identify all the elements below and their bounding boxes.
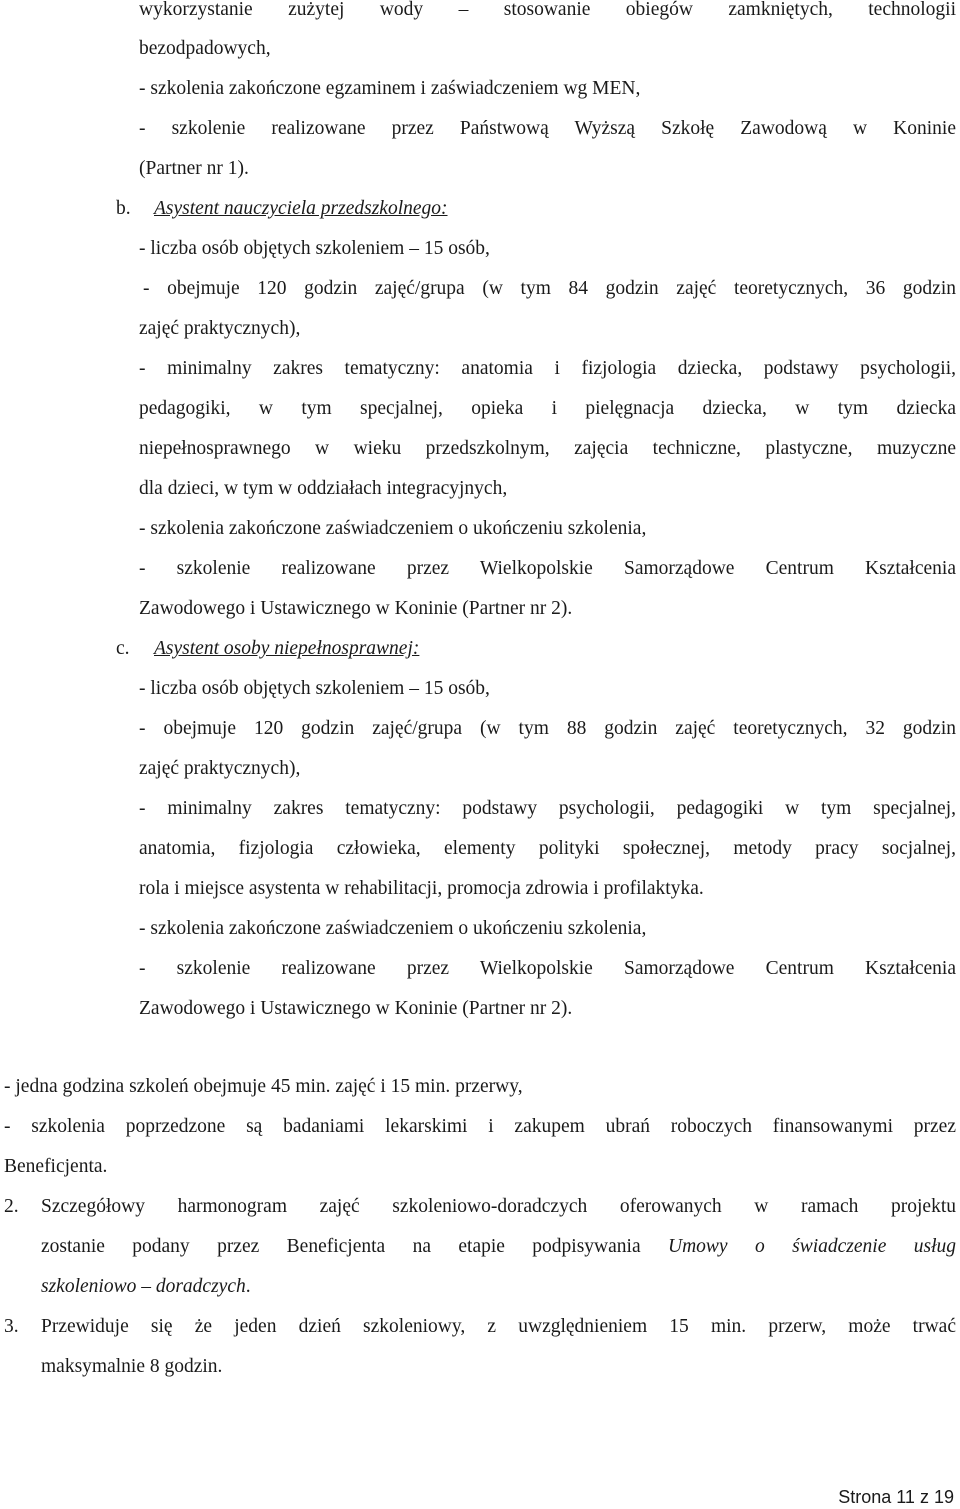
- paragraph-line: [41, 1274, 251, 1300]
- section-title-b: Asystent nauczyciela przedszkolnego:: [154, 198, 448, 219]
- bullet-line: - liczba osób objętych szkoleniem – 15 osób,: [139, 678, 490, 699]
- paragraph-line: (Partner nr 1).: [139, 158, 249, 179]
- paragraph-text: .: [245, 1276, 251, 1297]
- footer-total: 19: [933, 1487, 954, 1507]
- paragraph-line: maksymalnie 8 godzin.: [41, 1356, 223, 1377]
- bullet-line: - szkolenia zakończone zaświadczeniem o ukończeniu szkolenia,: [139, 518, 647, 539]
- bullet-line: - obejmuje 120 godzin zajęć/grupa (w tym 88 godzin zajęć teoretycznych, 32 godzin: [139, 718, 956, 739]
- bullet-line: - szkolenie realizowane przez Państwową Wyższą Szkołę Zawodową w Koninie: [139, 118, 956, 139]
- footer-page: 11: [896, 1487, 915, 1507]
- paragraph-text: zostanie podany przez Beneficjenta na etapie podpisywania: [41, 1236, 641, 1257]
- paragraph-line: dla dzieci, w tym w oddziałach integracyjnych,: [139, 478, 508, 499]
- bullet-line: - szkolenia zakończone zaświadczeniem o ukończeniu szkolenia,: [139, 918, 647, 939]
- footer-prefix: Strona: [838, 1487, 892, 1507]
- list-marker-b: b.: [116, 198, 131, 219]
- paragraph-line: rola i miejsce asystenta w rehabilitacji, promocja zdrowia i profilaktyka.: [139, 878, 704, 899]
- bullet-line: - liczba osób objętych szkoleniem – 15 osób,: [139, 238, 490, 259]
- section-title-c: Asystent osoby niepełnosprawnej:: [154, 638, 420, 659]
- paragraph-line: wykorzystanie zużytej wody – stosowanie obiegów zamkniętych, technologii: [139, 0, 956, 20]
- note-line: - jedna godzina szkoleń obejmuje 45 min. zajęć i 15 min. przerwy,: [4, 1076, 523, 1097]
- bullet-line: - szkolenia zakończone egzaminem i zaświadczeniem wg MEN,: [139, 78, 641, 99]
- note-line: - szkolenia poprzedzone są badaniami lekarskimi i zakupem ubrań roboczych finansowanymi przez: [4, 1116, 956, 1137]
- list-marker-3: 3.: [4, 1316, 19, 1337]
- list-marker-2: 2.: [4, 1196, 19, 1217]
- paragraph-line: [41, 1234, 956, 1260]
- italic-text: szkoleniowo – doradczych: [41, 1276, 246, 1297]
- paragraph-line: Zawodowego i Ustawicznego w Koninie (Partner nr 2).: [139, 598, 573, 619]
- page-number-footer: [838, 1485, 954, 1509]
- bullet-line: - minimalny zakres tematyczny: anatomia i fizjologia dziecka, podstawy psychologii,: [139, 358, 956, 379]
- footer-sep: z: [919, 1487, 929, 1507]
- paragraph-line: anatomia, fizjologia człowieka, elementy polityki społecznej, metody pracy socjalnej,: [139, 838, 956, 859]
- paragraph-line: pedagogiki, w tym specjalnej, opieka i pielęgnacja dziecka, w tym dziecka: [139, 398, 956, 419]
- paragraph-line: Zawodowego i Ustawicznego w Koninie (Partner nr 2).: [139, 998, 573, 1019]
- bullet-line: - szkolenie realizowane przez Wielkopolskie Samorządowe Centrum Kształcenia: [139, 558, 956, 579]
- bullet-line: - minimalny zakres tematyczny: podstawy psychologii, pedagogiki w tym specjalnej,: [139, 798, 956, 819]
- paragraph-line: Szczegółowy harmonogram zajęć szkoleniowo-doradczych oferowanych w ramach projektu: [41, 1196, 956, 1217]
- bullet-line: - obejmuje 120 godzin zajęć/grupa (w tym 84 godzin zajęć teoretycznych, 36 godzin: [143, 278, 956, 299]
- list-marker-c: c.: [116, 638, 130, 659]
- paragraph-line: niepełnosprawnego w wieku przedszkolnym, zajęcia techniczne, plastyczne, muzyczne: [139, 438, 956, 459]
- paragraph-line: zajęć praktycznych),: [139, 318, 301, 339]
- paragraph-line: bezodpadowych,: [139, 38, 271, 59]
- note-line: Beneficjenta.: [4, 1156, 108, 1177]
- bullet-line: - szkolenie realizowane przez Wielkopolskie Samorządowe Centrum Kształcenia: [139, 958, 956, 979]
- paragraph-line: Przewiduje się że jeden dzień szkoleniowy, z uwzględnieniem 15 min. przerw, może trwać: [41, 1316, 956, 1337]
- paragraph-line: zajęć praktycznych),: [139, 758, 301, 779]
- italic-text: Umowy o świadczenie usług: [668, 1236, 956, 1257]
